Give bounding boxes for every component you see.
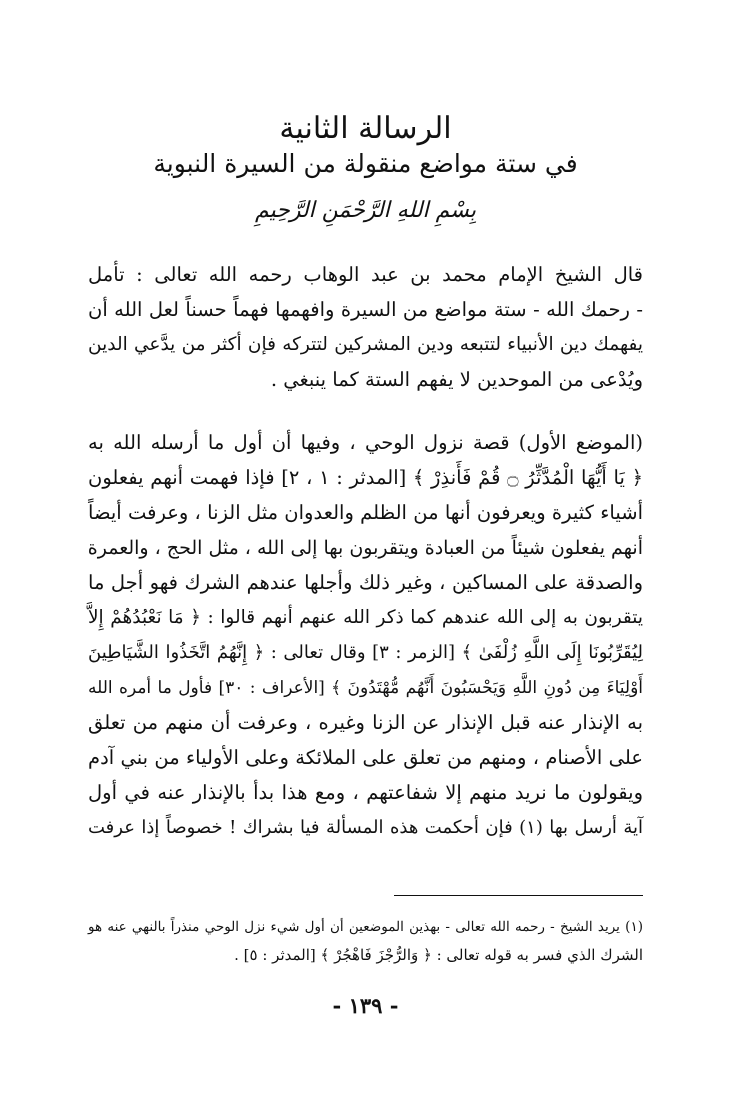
paragraph2-line-5: والصدقة على المساكين ، وغير ذلك وأجلها عندهم الشرك فهو أجل ما [88, 571, 643, 594]
paragraph1-line-3: يفهمك دين الأنبياء لتتبعه ودين المشركين لتتركه فإن أكثر من يدَّعي الدين [88, 334, 643, 355]
paragraph2-line-12: آية أرسل بها (١) فإن أحكمت هذه المسألة فيا بشراك ! خصوصاً إذا عرفت [88, 817, 644, 838]
footnote-line-1: (١) يريد الشيخ - رحمه الله تعالى - بهذين الموضعين أن أول شيء نزل الوحي منذراً بالنهي عنه هو [88, 919, 643, 935]
paragraph1-line-1: قال الشيخ الإمام محمد بن عبد الوهاب رحمه الله تعالى : تأمل [88, 263, 643, 286]
page-title: الرسالة الثانية [279, 111, 452, 146]
paragraph2-line-4: أنهم يفعلون شيئاً من العبادة ويتقربون بها إلى الله ، مثل الحج ، والعمرة [87, 537, 643, 559]
paragraph2-line-9: به الإنذار عنه قبل الإنذار عن الزنا وغيره ، وعرفت أن منهم من تعلق [88, 711, 643, 734]
paragraph2-line-7: لِيُقَرِّبُونَا إِلَى اللَّهِ زُلْفَىٰ ﴾ [الزمر : ٣] وقال تعالى : ﴿ إِنَّهُمُ اتَّخَذُوا الشَّيَاطِينَ [88, 642, 643, 663]
basmala-calligraphy: بِسْمِ اللهِ الرَّحْمَنِ الرَّحِيمِ [254, 198, 477, 223]
paragraph2-line-2: ﴿ يَا أَيُّهَا الْمُدَّثِّرُ ۝ قُمْ فَأَنذِرْ ﴾ [المدثر : ١ ، ٢] فإذا فهمت أنهم يفعلون [88, 466, 644, 489]
paragraph1-line-4: ويُدْعى من الموحدين لا يفهم الستة كما ينبغي . [270, 368, 643, 391]
footnote-divider [394, 895, 643, 896]
paragraph2-line-6: يتقربون به إلى الله عندهم كما ذكر الله عنهم أنهم قالوا : ﴿ مَا نَعْبُدُهُمْ إِلاَّ [88, 607, 643, 628]
paragraph1-line-2: - رحمك الله - ستة مواضع من السيرة وافهمها فهماً حسناً لعل الله أن [88, 298, 643, 321]
paragraph2-line-8: أَوْلِيَاءَ مِن دُونِ اللَّهِ وَيَحْسَبُونَ أَنَّهُم مُّهْتَدُونَ ﴾ [الأعراف : ٣٠] فأول ما أمره الله [88, 678, 643, 698]
footnote-line-2: الشرك الذي فسر به قوله تعالى : ﴿ وَالرُّجْزَ فَاهْجُرْ ﴾ [المدثر : ٥] . [234, 946, 643, 964]
paragraph2-line-10: على الأصنام ، ومنهم من تعلق على الملائكة وعلى الأولياء من بني آدم [88, 746, 643, 769]
paragraph2-line-3: أشياء كثيرة ويعرفون أنها من الظلم والعدوان مثل الزنا ، وعرفت أيضاً [88, 501, 643, 524]
paragraph2-line-1: (الموضع الأول) قصة نزول الوحي ، وفيها أن أول ما أرسله الله به [88, 431, 643, 454]
page-number: - ١٣٩ - [332, 993, 399, 1018]
paragraph2-line-11: ويقولون ما نريد منهم إلا شفاعتهم ، ومع هذا بدأ بالإنذار عنه في أول [88, 781, 643, 804]
page-subtitle: في ستة مواضع منقولة من السيرة النبوية [153, 149, 578, 178]
